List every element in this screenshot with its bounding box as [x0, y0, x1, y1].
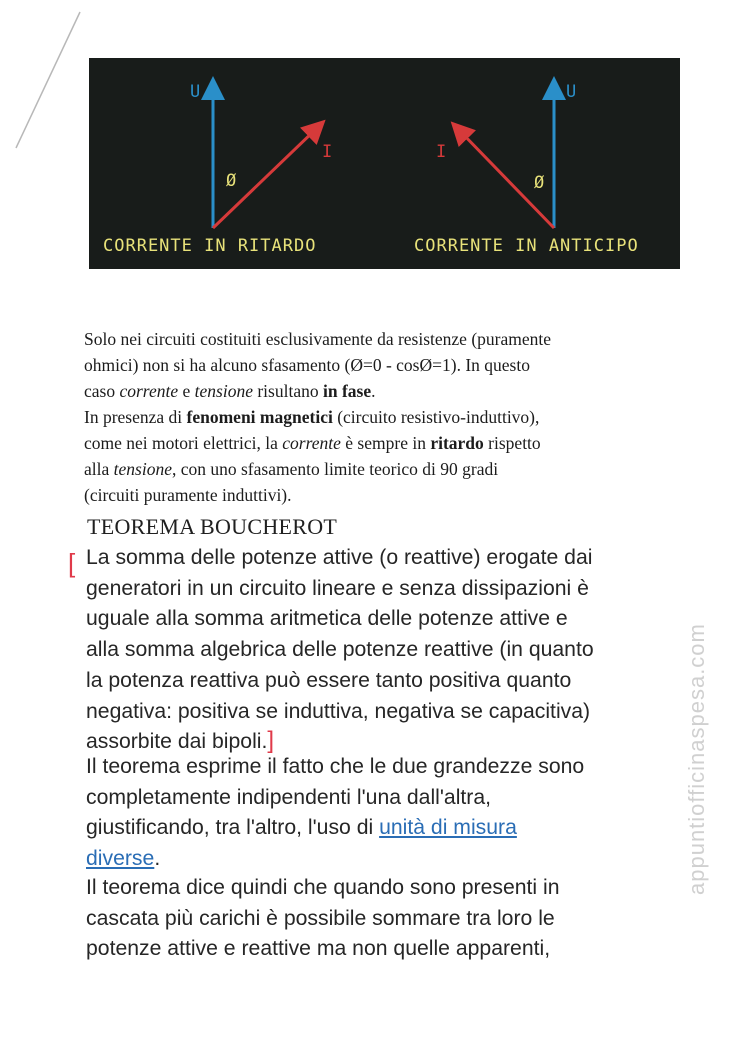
text-run: giustificando, tra l'altro, l'uso di	[86, 816, 380, 840]
units-of-measure-link[interactable]: unità di misura	[379, 816, 517, 840]
section-heading: TEOREMA BOUCHEROT	[87, 514, 338, 539]
phase-angle-label-right: Ø	[534, 173, 545, 193]
text-line	[84, 456, 714, 482]
text-line: cascata più carichi è possibile sommare tra loro le	[86, 906, 555, 930]
text-line: alla somma algebrica delle potenze reattive (in quanto	[86, 638, 594, 662]
text-run: In presenza di	[84, 407, 187, 427]
phase-angle-label-left: Ø	[226, 171, 237, 191]
text-line: uguale alla somma aritmetica delle potenze attive e	[86, 607, 568, 631]
voltage-label-right: U	[566, 82, 577, 102]
text-line: ohmici) non si ha alcuno sfasamento (Ø=0 - cosØ=1). In questo	[84, 355, 530, 375]
text-run: (circuito resistivo-induttivo),	[332, 407, 540, 427]
bold-lagging: ritardo	[430, 433, 484, 453]
text-line	[84, 404, 714, 430]
text-line	[84, 430, 714, 456]
text-run: .	[154, 847, 161, 871]
phasor-diagram	[89, 58, 680, 269]
theorem-statement	[86, 543, 594, 758]
watermark-text: appuntiofficinaspesa.com	[684, 623, 709, 895]
explanation-paragraph	[86, 752, 584, 875]
text-line	[86, 844, 584, 875]
units-of-measure-link-continued[interactable]: diverse	[86, 847, 155, 871]
text-line: negativa: positiva se induttiva, negativa se capacitiva)	[86, 699, 591, 723]
text-run: assorbite dai bipoli.	[86, 730, 268, 754]
watermark	[660, 545, 709, 895]
text-run: , con uno sfasamento limite teorico di 90 gradi	[171, 459, 499, 479]
text-run: è sempre in	[340, 433, 431, 453]
text-line: La somma delle potenze attive (o reattive) erogate dai	[86, 546, 593, 569]
inductive-paragraph	[84, 404, 714, 508]
text-line: potenze attive e reattive ma non quelle apparenti,	[86, 937, 551, 961]
text-line	[84, 378, 714, 404]
bold-magnetic-phenomena: fenomeni magnetici	[186, 407, 333, 427]
text-line: Il teorema dice quindi che quando sono presenti in	[86, 876, 560, 899]
resistive-paragraph	[84, 326, 714, 404]
text-run: e	[178, 381, 195, 401]
text-run: .	[371, 381, 376, 401]
text-run: alla	[84, 459, 114, 479]
emphasis-voltage: tensione	[194, 381, 253, 401]
voltage-label-left: U	[190, 82, 201, 102]
text-line: (circuiti puramente induttivi).	[84, 485, 292, 505]
text-line	[86, 813, 584, 844]
caption-lagging-current: CORRENTE IN RITARDO	[103, 236, 317, 256]
current-label-left: I	[322, 142, 333, 162]
text-run: risultano	[252, 381, 323, 401]
bold-in-phase: in fase	[322, 381, 372, 401]
conclusion-paragraph	[86, 873, 560, 965]
current-label-right: I	[436, 142, 447, 162]
text-run: come nei motori elettrici, la	[84, 433, 283, 453]
text-line: Il teorema esprime il fatto che le due grandezze sono	[86, 755, 585, 778]
caption-leading-current: CORRENTE IN ANTICIPO	[414, 236, 639, 256]
scan-edge-line	[14, 10, 84, 150]
text-run: caso	[84, 381, 120, 401]
annotation-bracket-close: ]	[267, 727, 275, 755]
emphasis-current: corrente	[282, 433, 341, 453]
text-line: generatori in un circuito lineare e senza dissipazioni è	[86, 576, 589, 600]
text-line: Solo nei circuiti costituiti esclusivamente da resistenze (puramente	[84, 329, 552, 349]
text-line: completamente indipendenti l'una dall'altra,	[86, 785, 492, 809]
annotation-bracket-open: [	[68, 548, 76, 578]
emphasis-current: corrente	[119, 381, 179, 401]
text-run: rispetto	[483, 433, 541, 453]
text-line: la potenza reattiva può essere tanto positiva quanto	[86, 668, 572, 692]
emphasis-voltage: tensione	[113, 459, 172, 479]
